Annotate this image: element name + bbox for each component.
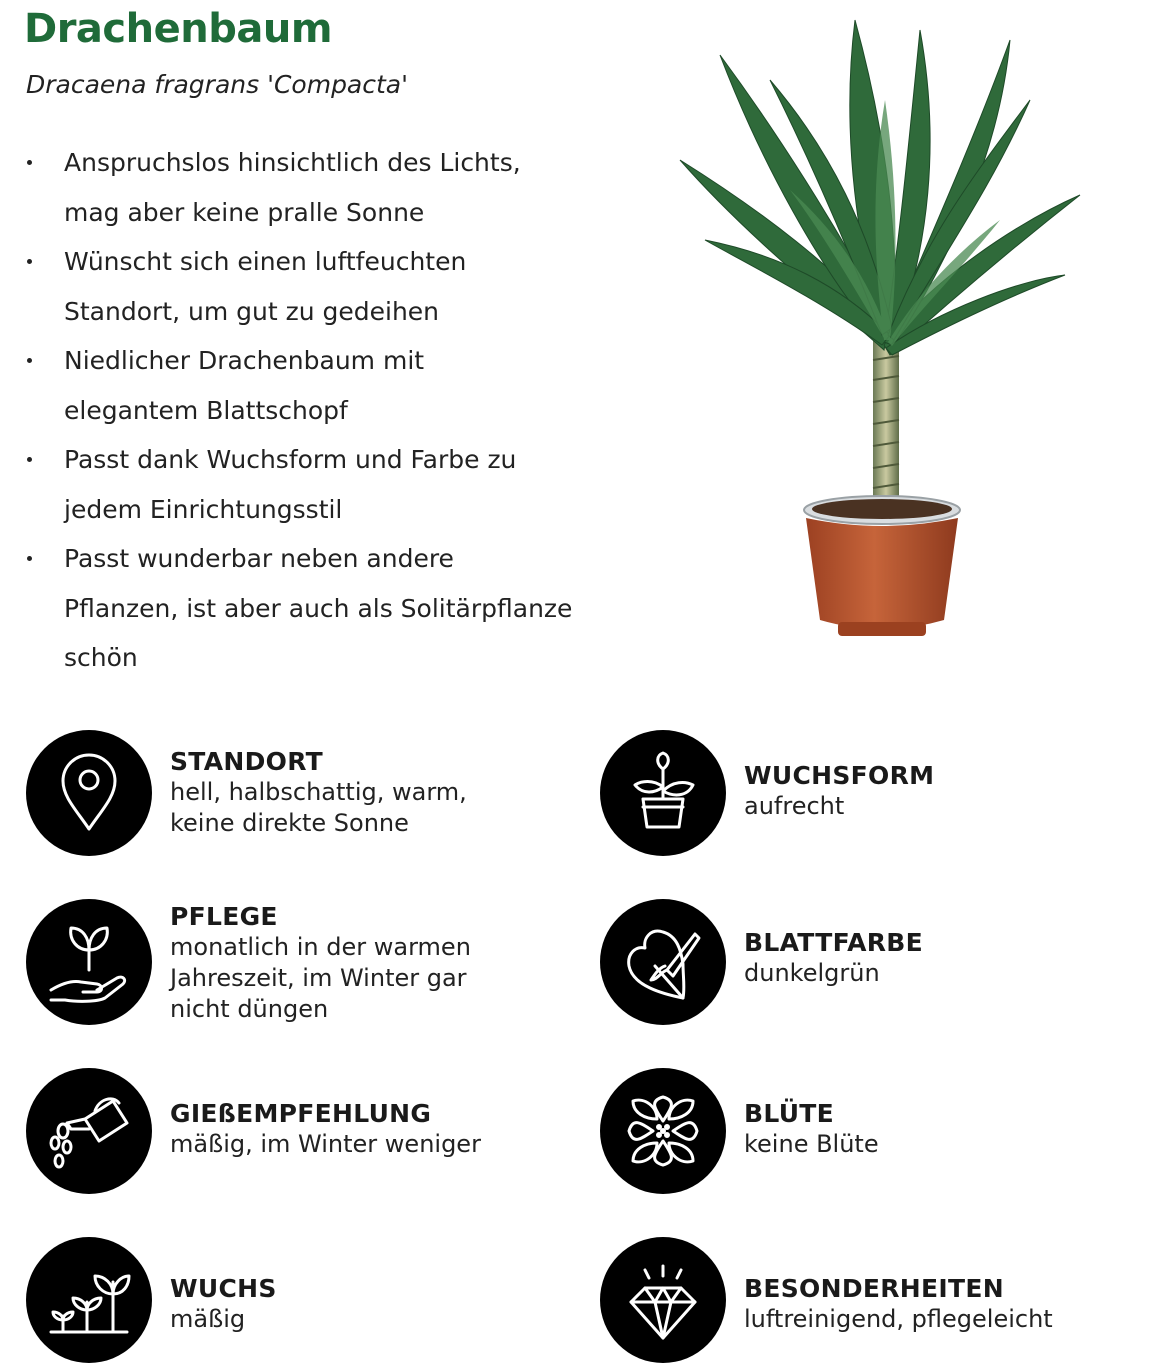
feature-bluete [600, 1068, 1140, 1198]
page-title: Drachenbaum [24, 6, 332, 52]
feature-wuchs [26, 1237, 566, 1367]
feature-heading: WUCHS [170, 1274, 277, 1303]
feature-description: aufrecht [744, 792, 845, 820]
bullet-item: Niedlicher Drachenbaum mit elegantem Blattschopf [0, 336, 444, 435]
seedlings-growth-icon [26, 1237, 152, 1363]
feature-standort [26, 730, 566, 860]
potted-plant-icon [600, 730, 726, 856]
botanical-name: Dracaena fragrans 'Compacta' [26, 70, 408, 99]
leaf-brush-icon [600, 899, 726, 1025]
feature-blattfarbe [600, 899, 1140, 1029]
diamond-icon [600, 1237, 726, 1363]
feature-giessempfehlung [26, 1068, 566, 1198]
feature-besonderheiten [600, 1237, 1140, 1367]
feature-heading: BESONDERHEITEN [744, 1274, 1004, 1303]
feature-wuchsform [600, 730, 1140, 860]
flower-icon [600, 1068, 726, 1194]
feature-description: mäßig, im Winter weniger [170, 1130, 481, 1158]
feature-heading: BLATTFARBE [744, 928, 924, 957]
bullet-item: Wünscht sich einen luftfeuchten Standort, um gut zu gedeihen [0, 237, 584, 336]
feature-heading: BLÜTE [744, 1099, 835, 1128]
feature-heading: GIEßEMPFEHLUNG [170, 1099, 432, 1128]
feature-bullet-list [0, 138, 600, 683]
feature-description: mäßig [170, 1305, 246, 1333]
feature-description: hell, halbschattig, warm, keine direkte Sonne [170, 778, 467, 837]
feature-description: keine Blüte [744, 1130, 879, 1158]
dracaena-plant-image [670, 10, 1090, 640]
hand-seedling-icon [26, 899, 152, 1025]
feature-description: luftreinigend, pflegeleicht [744, 1305, 1053, 1333]
location-pin-icon [26, 730, 152, 856]
feature-heading: STANDORT [170, 747, 323, 776]
feature-description: monatlich in der warmen Jahreszeit, im Winter gar nicht düngen [170, 933, 471, 1023]
feature-description: dunkelgrün [744, 959, 880, 987]
bullet-item: Anspruchslos hinsichtlich des Lichts, mag aber keine pralle Sonne [0, 138, 574, 237]
bullet-item: Passt dank Wuchsform und Farbe zu jedem Einrichtungsstil [0, 435, 524, 534]
feature-heading: WUCHSFORM [744, 761, 935, 790]
feature-heading: PFLEGE [170, 902, 278, 931]
watering-can-icon [26, 1068, 152, 1194]
feature-pflege [26, 899, 566, 1029]
bullet-item: Passt wunderbar neben andere Pflanzen, ist aber auch als Solitärpflanze schön [0, 534, 574, 683]
